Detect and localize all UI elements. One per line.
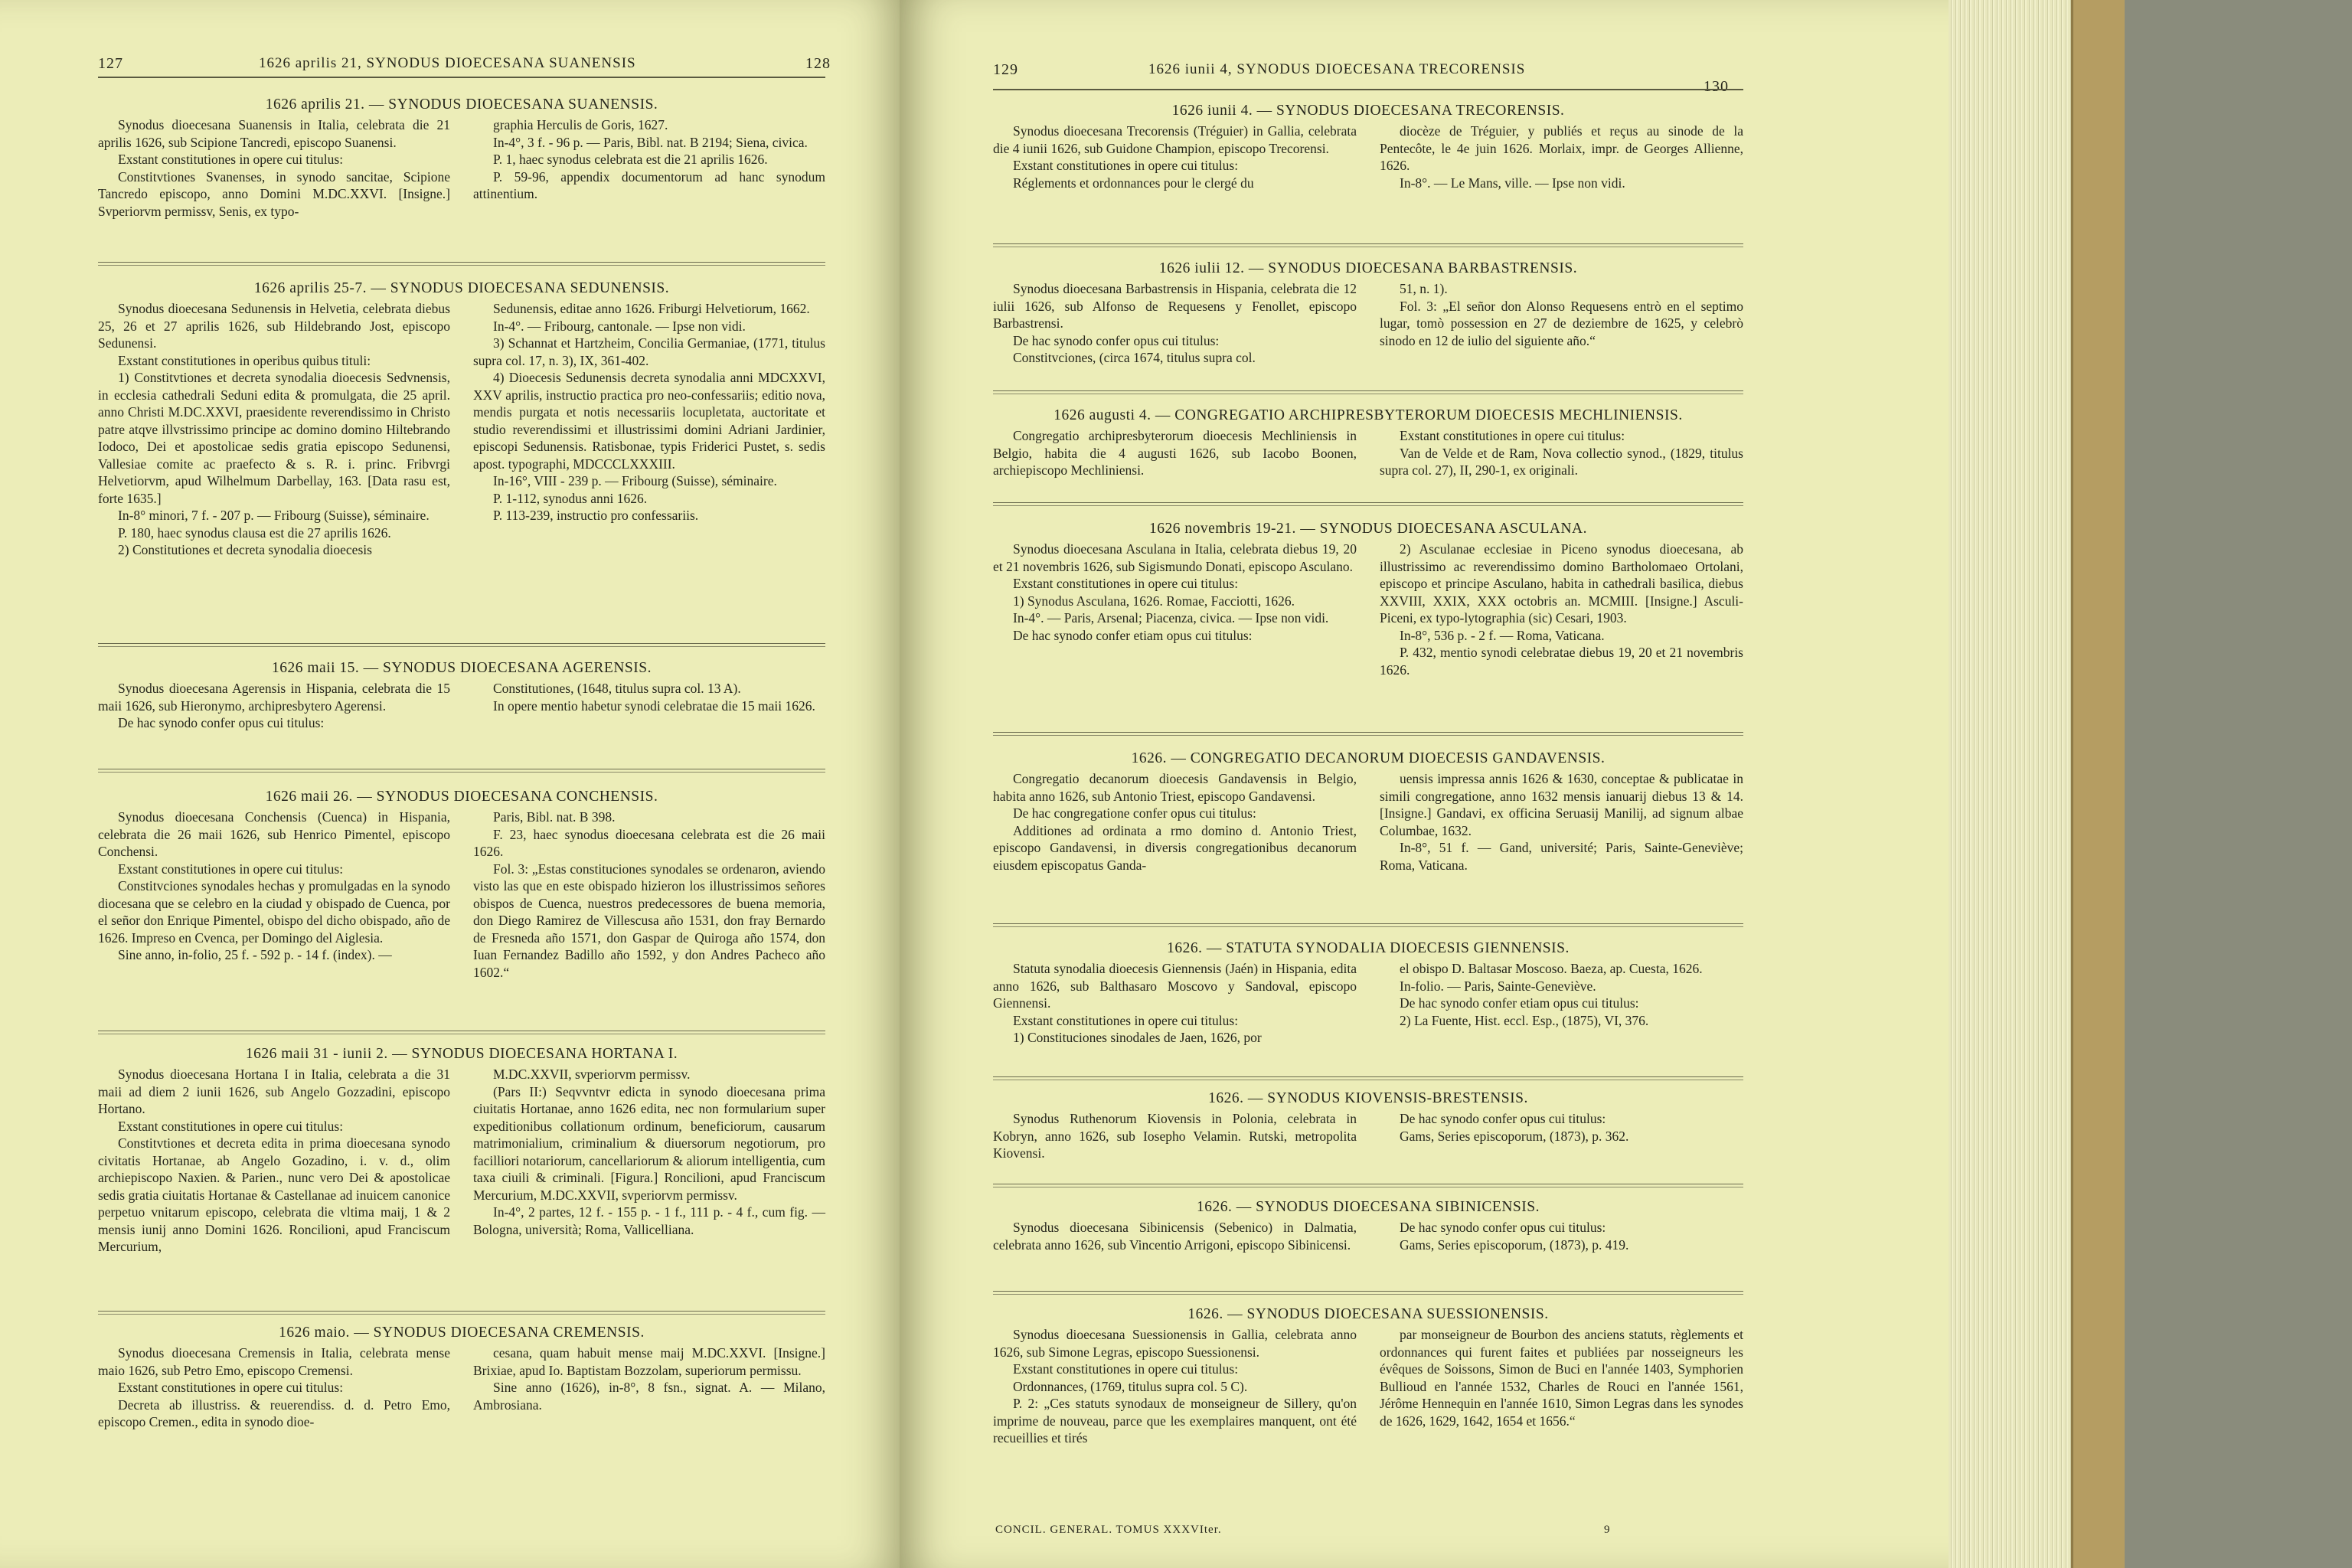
paragraph: 51, n. 1). [1400, 281, 1448, 296]
entry-heading: 1626. — CONGREGATIO DECANORUM DIOECESIS GANDAVENSIS. [1131, 750, 1606, 766]
entry-column [1380, 541, 1743, 678]
paragraph: Fol. 3: „El señor don Alonso Requesens entrò en el septimo lugar, tomò possession en 27 de deziembre de 1625, y celebrò sinodo en 12 de iulio del siguiente año.“ [1380, 298, 1743, 348]
paragraph: 1) Constitvtiones et decreta synodalia dioecesis Sedvnensis, in ecclesia cathedrali Seduni edita & promulgata, die 25 april. anno Christi M.DC.XXVI, praesidente reverendissimo in Christo patre atqve illvstrissimo principe ac domino domino Hiltebrando Iodoco, Dei et apostolicae sedis gratia episcopo Sedunensi, Vallesiae comite ac praefecto & s. R. i. princ. Fribvrgi Helvetiorvm, apud Wilhelmum Darbellay, 163. [Data rasu est, forte 1635.] [98, 370, 450, 506]
paragraph: 2) Constitutiones et decreta synodalia dioecesis [118, 542, 372, 557]
paragraph: In-folio. — Paris, Sainte-Geneviève. [1400, 978, 1596, 994]
entry-column [473, 116, 825, 220]
paragraph: Synodus dioecesana Sedunensis in Helvetia, celebrata diebus 25, 26 et 27 aprilis 1626, sub Hildebrando Jost, episcopo Sedunensi. [98, 301, 450, 351]
paragraph: Additiones ad ordinata a rmo domino d. Antonio Triest, episcopo Gandavensi, in diversis congregationibus decanorum eiusdem episcopatus Ganda- [993, 822, 1357, 873]
book-cover-board [2071, 0, 2127, 1568]
paragraph: Exstant constitutiones in opere cui titulus: [118, 152, 344, 167]
paragraph: Constitvtiones Svanenses, in synodo sancitae, Scipione Tancredo episcopo, anno Domini M.DC.XXVI. [Insigne.] Svperiorvm permissv, Senis, ex typo- [98, 168, 450, 219]
paragraph: Ordonnances, (1769, titulus supra col. 5 C). [1013, 1378, 1248, 1394]
paragraph: P. 2: „Ces statuts synodaux de monseigneur de Sillery, qu'on imprime de nouveau, parce que les exemplaires manquent, ont été recueillies et tirés [993, 1396, 1357, 1446]
paragraph: In-8°. — Le Mans, ville. — Ipse non vidi. [1400, 175, 1625, 191]
signature-number: 9 [1604, 1524, 1611, 1536]
entry-separator [993, 390, 1743, 391]
paragraph: Statuta synodalia dioecesis Giennensis (Jaén) in Hispania, edita anno 1626, sub Balthasaro Moscovo y Sandoval, episcopo Giennensi. [993, 961, 1357, 1011]
entry-separator [993, 243, 1743, 244]
entry-asculana [993, 521, 1743, 678]
paragraph: Réglements et ordonnances pour le clergé du [1013, 175, 1254, 191]
entry-separator [98, 265, 825, 266]
entry-column [1380, 427, 1743, 479]
paragraph: P. 1-112, synodus anni 1626. [493, 490, 648, 506]
entry-separator [98, 262, 825, 263]
entry-column [473, 1344, 825, 1431]
entry-column [98, 116, 450, 220]
entry-heading: 1626. — SYNODUS KIOVENSIS-BRESTENSIS. [1208, 1090, 1528, 1106]
entry-column [473, 300, 825, 559]
entry-column [1380, 960, 1743, 1047]
entry-column [473, 680, 825, 732]
entry-heading: 1626 maio. — SYNODUS DIOECESANA CREMENSIS. [279, 1325, 645, 1341]
paragraph: Exstant constitutiones in opere cui titulus: [1013, 576, 1239, 591]
entry-column [1380, 1110, 1743, 1162]
entry-column [1380, 280, 1743, 367]
paragraph: P. 113-239, instructio pro confessariis. [493, 508, 699, 523]
entry-separator [993, 923, 1743, 924]
entry-column [1380, 1326, 1743, 1447]
background-surface [2125, 0, 2352, 1568]
paragraph: M.DC.XXVII, svperiorvm permissv. [493, 1067, 691, 1082]
entry-column [993, 280, 1357, 367]
entry-column [98, 808, 450, 981]
entry-suanensis [98, 96, 825, 220]
paragraph: Fol. 3: „Estas constituciones synodales se ordenaron, aviendo visto las que en este obispado hizieron los illustrissimos señores obispos de Cuenca, nuestros predecessores de buena memoria, don Diego Ramirez de Villescusa año 1531, don fray Bernardo de Fresneda año 1571, don Gaspar de Quiroga año 1574, don Iuan Fernandez Badillo año 1592, y don Andres Pacheco año 1602.“ [473, 861, 825, 980]
paragraph: P. 1, haec synodus celebrata est die 21 aprilis 1626. [493, 152, 768, 167]
entry-column [1380, 1219, 1743, 1253]
paragraph: Synodus dioecesana Barbastrensis in Hispania, celebrata die 12 iulii 1626, sub Alfonso de Requesens y Fenollet, episcopo Barbastrensi. [993, 281, 1357, 331]
paragraph: Synodus Ruthenorum Kiovensis in Polonia, celebrata in Kobryn, anno 1626, sub Iosepho Velamin. Rutski, metropolita Kiovensi. [993, 1111, 1357, 1161]
paragraph: Exstant constitutiones in opere cui titulus: [1013, 1012, 1239, 1028]
entry-column [98, 1066, 450, 1256]
entry-column [993, 427, 1357, 479]
entry-column [473, 808, 825, 981]
paragraph: Constitutiones, (1648, titulus supra col. 13 A). [493, 681, 741, 696]
entry-heading: 1626. — STATUTA SYNODALIA DIOECESIS GIENNENSIS. [1167, 940, 1570, 956]
entry-gandavensis [993, 750, 1743, 874]
paragraph: Sine anno, in-folio, 25 f. - 592 p. - 14 f. (index). — [118, 947, 392, 962]
paragraph: In-4°, 2 partes, 12 f. - 155 p. - 1 f., 111 p. - 4 f., cum fig. — Bologna, università; Roma, Vallicelliana. [473, 1204, 825, 1237]
entry-giennensis [993, 940, 1743, 1047]
entry-column [98, 680, 450, 732]
paragraph: P. 180, haec synodus clausa est die 27 aprilis 1626. [118, 524, 391, 541]
entry-conchensis [98, 789, 825, 981]
paragraph: In opere mentio habetur synodi celebratae die 15 maii 1626. [493, 697, 815, 714]
entry-heading: 1626 maii 15. — SYNODUS DIOECESANA AGERENSIS. [272, 660, 652, 676]
entry-heading: 1626 maii 31 - iunii 2. — SYNODUS DIOECESANA HORTANA I. [245, 1046, 678, 1062]
paragraph: cesana, quam habuit mense maij M.DC.XXVI. [Insigne.] Brixiae, apud Io. Baptistam Bozzolam, superiorum permissu. [473, 1345, 825, 1378]
signature-footer: CONCIL. GENERAL. TOMUS XXXVIter. [995, 1524, 1222, 1536]
paragraph: Constitvciones, (circa 1674, titulus supra col. [1013, 350, 1256, 365]
entry-separator [993, 1291, 1743, 1292]
paragraph: Congregatio decanorum dioecesis Gandavensis in Belgio, habita anno 1626, sub Antonio Triest, episcopo Gandavensi. [993, 771, 1357, 804]
paragraph: De hac synodo confer opus cui titulus: [1400, 1111, 1606, 1126]
paragraph: De hac congregatione confer opus cui titulus: [1013, 805, 1256, 821]
entry-separator [98, 1314, 825, 1315]
paragraph: uensis impressa annis 1626 & 1630, conceptae & publicatae in simili congregatione, anno 1632 mensis ianuarij diebus 13 & 14. [Insigne.] Gandavi, ex officina Seruasij Manilij, ad signum albae Columbae, 1632. [1380, 771, 1743, 838]
entry-sibinicensis [993, 1199, 1743, 1253]
paragraph: In-8° minori, 7 f. - 207 p. — Fribourg (Suisse), séminaire. [118, 508, 430, 523]
entry-column [993, 1110, 1357, 1162]
entry-cremensis [98, 1325, 825, 1431]
paragraph: De hac synodo confer etiam opus cui titulus: [1013, 627, 1253, 643]
entry-separator [993, 505, 1743, 506]
paragraph: Synodus dioecesana Sibinicensis (Sebenico) in Dalmatia, celebrata anno 1626, sub Vincentio Arrigoni, episcopo Sibinicensi. [993, 1220, 1357, 1253]
paragraph: Constitvtiones et decreta edita in prima dioecesana synodo civitatis Hortanae, ab Angelo Gozadino, i. v. d., olim archiepiscopo Naxien. & Parien., nunc vero Dei & apostolicae sedis gratia ciuitatis Hortanae & Castellanae ad inuicem canonice perpetuo vnitarum episcopo, celebrata die vltima maij, 1 & 2 mensis iunij anno Domini 1626. Roncilioni, apud Franciscum Mercurium, [98, 1135, 450, 1254]
entry-column [98, 1344, 450, 1431]
paragraph: Exstant constitutiones in opere cui titulus: [118, 861, 344, 877]
paragraph: Synodus dioecesana Trecorensis (Tréguier) in Gallia, celebrata die 4 iunii 1626, sub Guidone Champion, episcopo Trecorensi. [993, 123, 1357, 156]
paragraph: 2) La Fuente, Hist. eccl. Esp., (1875), VI, 376. [1400, 1012, 1649, 1028]
paragraph: par monseigneur de Bourbon des anciens statuts, règlements et ordonnances qui furent faites et publiées par nosseigneurs les évêques de Soissons, Simon de Buci en l'année 1403, Symphorien Bullioud en l'année 1532, Charles de Rouci en l'année 1561, Jérôme Hennequin en l'année 1610, Simon Legras dans les synodes de 1626, 1629, 1642, 1654 et 1656.“ [1380, 1327, 1743, 1429]
entry-heading: 1626 augusti 4. — CONGREGATIO ARCHIPRESBYTERORUM DIOECESIS MECHLINIENSIS. [1054, 407, 1683, 423]
paragraph: De hac synodo confer opus cui titulus: [1013, 332, 1220, 348]
entry-separator [993, 1294, 1743, 1295]
paragraph: Exstant constitutiones in opere cui titulus: [118, 1380, 344, 1395]
paragraph: (Pars II:) Seqvvntvr edicta in synodo dioecesana prima ciuitatis Hortanae, anno 1626 edita, nec non formularium super expeditionibus collationum ordinum, beneficiorum, causarum matrimonialium, criminalium & diuersorum negotiorum, pro facilliori notariorum, cancellariorum & aliorum intelligentia, cum taxa ciuili & criminali. [Figura.] Roncilioni, apud Franciscum Mercurium, M.DC.XXVII, svperiorvm permissv. [473, 1083, 825, 1203]
entry-agerensis [98, 660, 825, 732]
entry-column [993, 960, 1357, 1047]
page-number: 127 [98, 55, 123, 72]
entry-separator [993, 735, 1743, 736]
paragraph: P. 432, mentio synodi celebratae diebus 19, 20 et 21 novembris 1626. [1380, 645, 1743, 678]
entry-barbastrensis [993, 260, 1743, 367]
paragraph: diocèze de Tréguier, y publiés et reçus au sinode de la Pentecôte, le 4e juin 1626. Morlaix, impr. de Georges Allienne, 1626. [1380, 123, 1743, 173]
header-rule [98, 77, 825, 78]
entry-heading: 1626 maii 26. — SYNODUS DIOECESANA CONCHENSIS. [265, 789, 658, 805]
page-number: 129 [993, 61, 1018, 78]
entry-column [993, 541, 1357, 678]
paragraph: Congregatio archipresbyterorum dioecesis Mechliniensis in Belgio, habita die 4 augusti 1626, sub Iacobo Boonen, archiepiscopo Mechliniensi. [993, 428, 1357, 478]
entry-separator [993, 1076, 1743, 1077]
paragraph: Sedunensis, editae anno 1626. Friburgi Helvetiorum, 1662. [493, 301, 810, 316]
paragraph: F. 23, haec synodus dioecesana celebrata est die 26 maii 1626. [473, 826, 825, 859]
paragraph: Synodus dioecesana Cremensis in Italia, celebrata mense maio 1626, sub Petro Emo, episcopo Cremensi. [98, 1345, 450, 1378]
running-head [900, 61, 1949, 95]
paragraph: De hac synodo confer opus cui titulus: [1400, 1220, 1606, 1235]
entry-heading: 1626 novembris 19-21. — SYNODUS DIOECESANA ASCULANA. [1148, 521, 1588, 537]
paragraph: In-4°, 3 f. - 96 p. — Paris, Bibl. nat. B 2194; Siena, civica. [493, 134, 808, 150]
paragraph: Van de Velde et de Ram, Nova collectio synod., (1829, titulus supra col. 27), II, 290-1, ex originali. [1380, 445, 1743, 478]
entry-suessionensis [993, 1306, 1743, 1447]
paragraph: In-16°, VIII - 239 p. — Fribourg (Suisse), séminaire. [493, 473, 777, 488]
entry-heading: 1626 iulii 12. — SYNODUS DIOECESANA BARBASTRENSIS. [1158, 260, 1578, 276]
entry-kiovensis [993, 1090, 1743, 1162]
page-number: 130 [1704, 78, 1729, 95]
paragraph: 1) Synodus Asculana, 1626. Romae, Facciotti, 1626. [1013, 593, 1295, 609]
entry-separator [98, 772, 825, 773]
entry-heading: 1626 iunii 4. — SYNODUS DIOECESANA TRECORENSIS. [1171, 103, 1565, 119]
entry-column [98, 300, 450, 559]
paragraph: Exstant constitutiones in opere cui titulus: [1400, 428, 1625, 443]
paragraph: 2) Asculanae ecclesiae in Piceno synodus dioecesana, ab illustrissimo ac reverendissimo domino Bartholomaeo Ortolani, episcopo et principe Asculano, habita in cathedrali basilica, diebus XXVIII, XXIX, XXX octobris an. MCMIII. [Insigne.] Asculi-Piceni, ex typo-lytographia (sic) Cesari, 1903. [1380, 541, 1743, 626]
entry-mechliniensis [993, 407, 1743, 479]
paragraph: Sine anno (1626), in-8°, 8 fsn., signat. A. — Milano, Ambrosiana. [473, 1380, 825, 1413]
entry-column [993, 1326, 1357, 1447]
entry-heading: 1626. — SYNODUS DIOECESANA SUESSIONENSIS. [1187, 1306, 1549, 1322]
paragraph: Exstant constitutiones in opere cui titulus: [1013, 1361, 1239, 1377]
entry-separator [98, 643, 825, 644]
entry-column [993, 122, 1357, 191]
paragraph: Constitvciones synodales hechas y promulgadas en la synodo diocesana que se celebro en la ciudad y obispado de Cuenca, por el señor don Enrique Pimentel, obispo del dicho obispado, año de 1626. Impreso en Cvenca, per Domingo del Aiglesia. [98, 878, 450, 946]
paragraph: In-4°. — Fribourg, cantonale. — Ipse non vidi. [493, 318, 746, 334]
running-title: 1626 aprilis 21, SYNODUS DIOECESANA SUANENSIS [259, 55, 636, 71]
entry-separator [993, 502, 1743, 503]
paragraph: graphia Herculis de Goris, 1627. [493, 117, 668, 132]
entry-heading: 1626 aprilis 25-7. — SYNODUS DIOECESANA SEDUNENSIS. [253, 280, 670, 296]
paragraph: Exstant constitutiones in opere cui titulus: [118, 1118, 344, 1134]
paragraph: Synodus dioecesana Hortana I in Italia, celebrata a die 31 maii ad diem 2 iunii 1626, sub Angelo Gozzadini, episcopo Hortano. [98, 1067, 450, 1116]
paragraph: Synodus dioecesana Suessionensis in Gallia, celebrata anno 1626, sub Simone Legras, episcopo Suessionensi. [993, 1327, 1357, 1360]
entry-column [473, 1066, 825, 1256]
page-number: 128 [805, 55, 831, 72]
entry-column [993, 1219, 1357, 1253]
entry-heading: 1626 aprilis 21. — SYNODUS DIOECESANA SUANENSIS. [265, 96, 658, 113]
entry-trecorensis [993, 103, 1743, 191]
entry-separator [98, 646, 825, 647]
entry-hortana [98, 1046, 825, 1256]
paragraph: In-8°, 51 f. — Gand, université; Paris, Sainte-Geneviève; Roma, Vaticana. [1380, 840, 1743, 873]
paragraph: De hac synodo confer etiam opus cui titulus: [1400, 995, 1639, 1011]
entry-separator [993, 732, 1743, 733]
paragraph: 4) Dioecesis Sedunensis decreta synodalia anni MDCXXVI, XXV aprilis, instructio practica pro neo-confessariis; editio nova, mendis purgata et notis necessariis locupletata, auctoritate et studio reverendissimi et illustrissimi domini Adriani Jardinier, episcopi Sedunensis. Ratisbonae, typis Friderici Pustet, s. sedis apost. typographi, MDCCCLXXXIII. [473, 370, 825, 472]
entry-separator [993, 926, 1743, 927]
paragraph: Synodus dioecesana Conchensis (Cuenca) in Hispania, celebrata die 26 maii 1626, sub Henrico Pimentel, episcopo Conchensi. [98, 809, 450, 859]
paragraph: P. 59-96, appendix documentorum ad hanc synodum attinentium. [473, 168, 825, 201]
page-edges [1949, 0, 2071, 1568]
entry-column [1380, 122, 1743, 191]
paragraph: 3) Schannat et Hartzheim, Concilia Germaniae, (1771, titulus supra col. 17, n. 3), IX, 361-402. [473, 335, 825, 368]
paragraph: Paris, Bibl. nat. B 398. [493, 809, 616, 825]
entry-column [1380, 770, 1743, 874]
entry-heading: 1626. — SYNODUS DIOECESANA SIBINICENSIS. [1197, 1199, 1540, 1215]
paragraph: In-4°. — Paris, Arsenal; Piacenza, civica. — Ipse non vidi. [1013, 610, 1329, 626]
paragraph: Synodus dioecesana Asculana in Italia, celebrata diebus 19, 20 et 21 novembris 1626, sub Sigismundo Donati, episcopo Asculano. [993, 541, 1357, 574]
paragraph: Gams, Series episcoporum, (1873), p. 362. [1400, 1128, 1629, 1144]
paragraph: 1) Constituciones sinodales de Jaen, 1626, por [1013, 1030, 1262, 1045]
paragraph: De hac synodo confer opus cui titulus: [118, 715, 325, 730]
paragraph: In-8°, 536 p. - 2 f. — Roma, Vaticana. [1400, 627, 1605, 643]
left-page [0, 0, 900, 1568]
entry-sedunensis [98, 280, 825, 559]
paragraph: Exstant constitutiones in operibus quibus tituli: [118, 352, 371, 368]
paragraph: Synodus dioecesana Agerensis in Hispania, celebrata die 15 maii 1626, sub Hieronymo, archipresbytero Agerensi. [98, 681, 450, 714]
paragraph: Exstant constitutiones in opere cui titulus: [1013, 158, 1239, 173]
entry-column [993, 770, 1357, 874]
paragraph: Gams, Series episcoporum, (1873), p. 419. [1400, 1236, 1629, 1253]
paragraph: el obispo D. Baltasar Moscoso. Baeza, ap. Cuesta, 1626. [1400, 961, 1703, 976]
paragraph: Synodus dioecesana Suanensis in Italia, celebrata die 21 aprilis 1626, sub Scipione Tancredi, episcopo Suanensi. [98, 117, 450, 150]
right-page [900, 0, 1949, 1568]
paragraph: Decreta ab illustriss. & reuerendiss. d. d. Petro Emo, episcopo Cremen., edita in synodo dioe- [98, 1396, 450, 1429]
header-rule [993, 89, 1743, 90]
running-title: 1626 iunii 4, SYNODUS DIOECESANA TRECORENSIS [1148, 61, 1526, 77]
entry-separator [98, 1311, 825, 1312]
